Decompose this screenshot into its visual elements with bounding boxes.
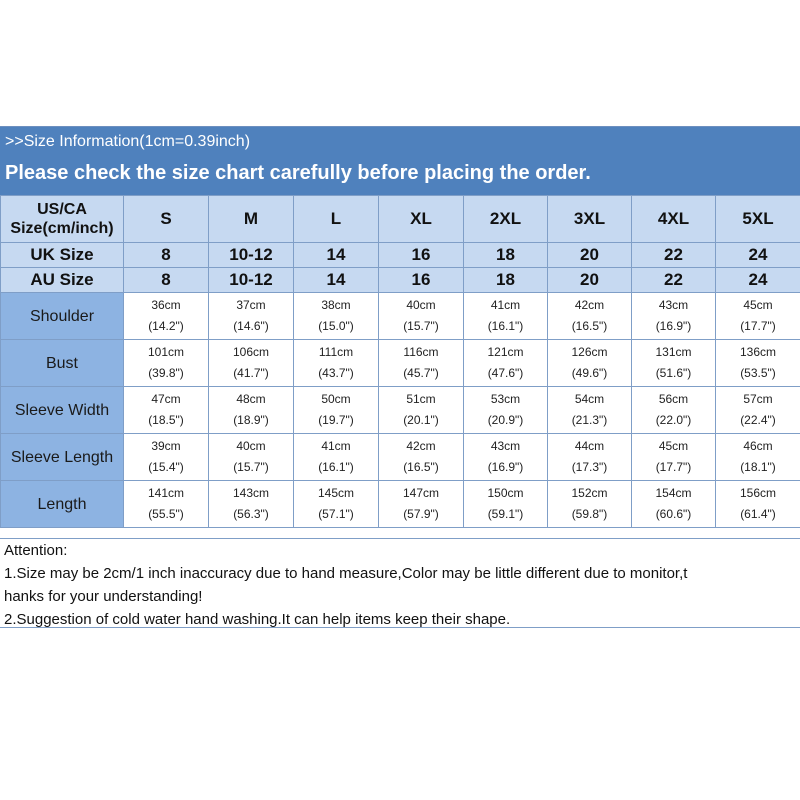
sleeve-length-label: Sleeve Length bbox=[1, 434, 124, 481]
measurement-cell: 126cm (49.6") bbox=[548, 340, 632, 387]
measurement-cell: 48cm (18.9") bbox=[209, 387, 294, 434]
attention-note-1: 1.Size may be 2cm/1 inch inaccuracy due to hand measure,Color may be little different due to monitor,t bbox=[4, 565, 688, 582]
measurement-cell: 53cm (20.9") bbox=[464, 387, 548, 434]
uk-size-cell: 8 bbox=[124, 243, 209, 268]
measurement-cell: 131cm (51.6") bbox=[632, 340, 716, 387]
bust-row bbox=[1, 340, 800, 387]
measurement-cell: 37cm (14.6") bbox=[209, 293, 294, 340]
us-size-row bbox=[1, 196, 800, 243]
sleeve-length-row bbox=[1, 434, 800, 481]
size-check-notice: Please check the size chart carefully before placing the order. bbox=[5, 162, 591, 184]
size-info-title: >>Size Information(1cm=0.39inch) bbox=[5, 133, 251, 150]
uk-size-row bbox=[1, 243, 800, 268]
measurement-cell: 143cm (56.3") bbox=[209, 481, 294, 528]
size-header-cell: 4XL bbox=[632, 196, 716, 243]
measurement-cell: 45cm (17.7") bbox=[632, 434, 716, 481]
uk-size-cell: 18 bbox=[464, 243, 548, 268]
uk-size-cell: 16 bbox=[379, 243, 464, 268]
measurement-cell: 50cm (19.7") bbox=[294, 387, 379, 434]
measurement-cell: 40cm (15.7") bbox=[379, 293, 464, 340]
au-size-row bbox=[1, 268, 800, 293]
au-size-cell: 14 bbox=[294, 268, 379, 293]
uk-size-cell: 14 bbox=[294, 243, 379, 268]
measurement-cell: 41cm (16.1") bbox=[294, 434, 379, 481]
measurement-cell: 116cm (45.7") bbox=[379, 340, 464, 387]
measurement-cell: 111cm (43.7") bbox=[294, 340, 379, 387]
measurement-cell: 145cm (57.1") bbox=[294, 481, 379, 528]
attention-title: Attention: bbox=[4, 542, 68, 559]
measurement-cell: 39cm (15.4") bbox=[124, 434, 209, 481]
au-size-cell: 18 bbox=[464, 268, 548, 293]
measurement-cell: 54cm (21.3") bbox=[548, 387, 632, 434]
measurement-cell: 38cm (15.0") bbox=[294, 293, 379, 340]
shoulder-label: Shoulder bbox=[1, 293, 124, 340]
attention-note-1-continued: hanks for your understanding! bbox=[4, 588, 203, 605]
measurement-cell: 40cm (15.7") bbox=[209, 434, 294, 481]
measurement-cell: 141cm (55.5") bbox=[124, 481, 209, 528]
measurement-cell: 56cm (22.0") bbox=[632, 387, 716, 434]
measurement-cell: 106cm (41.7") bbox=[209, 340, 294, 387]
size-header-cell: 3XL bbox=[548, 196, 632, 243]
measurement-cell: 43cm (16.9") bbox=[464, 434, 548, 481]
uk-size-cell: 24 bbox=[716, 243, 800, 268]
attention-note-2: 2.Suggestion of cold water hand washing.It can help items keep their shape. bbox=[4, 611, 511, 628]
measurement-cell: 57cm (22.4") bbox=[716, 387, 800, 434]
measurement-cell: 36cm (14.2") bbox=[124, 293, 209, 340]
measurement-cell: 43cm (16.9") bbox=[632, 293, 716, 340]
measurement-cell: 136cm (53.5") bbox=[716, 340, 800, 387]
us-size-label: US/CA Size(cm/inch) bbox=[1, 196, 124, 243]
measurement-cell: 46cm (18.1") bbox=[716, 434, 800, 481]
au-size-cell: 20 bbox=[548, 268, 632, 293]
bust-label: Bust bbox=[1, 340, 124, 387]
sleeve-width-label: Sleeve Width bbox=[1, 387, 124, 434]
measurement-cell: 44cm (17.3") bbox=[548, 434, 632, 481]
size-header-cell: 2XL bbox=[464, 196, 548, 243]
measurement-cell: 156cm (61.4") bbox=[716, 481, 800, 528]
au-size-cell: 10-12 bbox=[209, 268, 294, 293]
size-table bbox=[0, 195, 800, 528]
measurement-cell: 45cm (17.7") bbox=[716, 293, 800, 340]
au-size-cell: 16 bbox=[379, 268, 464, 293]
au-size-cell: 24 bbox=[716, 268, 800, 293]
uk-size-cell: 10-12 bbox=[209, 243, 294, 268]
measurement-cell: 41cm (16.1") bbox=[464, 293, 548, 340]
measurement-cell: 152cm (59.8") bbox=[548, 481, 632, 528]
size-header-cell: L bbox=[294, 196, 379, 243]
size-header-cell: XL bbox=[379, 196, 464, 243]
shoulder-row bbox=[1, 293, 800, 340]
measurement-cell: 42cm (16.5") bbox=[379, 434, 464, 481]
measurement-cell: 47cm (18.5") bbox=[124, 387, 209, 434]
size-header-cell: S bbox=[124, 196, 209, 243]
au-size-label: AU Size bbox=[1, 268, 124, 293]
measurement-cell: 150cm (59.1") bbox=[464, 481, 548, 528]
sleeve-width-row bbox=[1, 387, 800, 434]
measurement-cell: 42cm (16.5") bbox=[548, 293, 632, 340]
size-header-cell: M bbox=[209, 196, 294, 243]
measurement-cell: 121cm (47.6") bbox=[464, 340, 548, 387]
uk-size-cell: 22 bbox=[632, 243, 716, 268]
uk-size-label: UK Size bbox=[1, 243, 124, 268]
uk-size-cell: 20 bbox=[548, 243, 632, 268]
au-size-cell: 22 bbox=[632, 268, 716, 293]
size-info-header bbox=[0, 126, 800, 196]
length-row bbox=[1, 481, 800, 528]
measurement-cell: 154cm (60.6") bbox=[632, 481, 716, 528]
measurement-cell: 51cm (20.1") bbox=[379, 387, 464, 434]
measurement-cell: 147cm (57.9") bbox=[379, 481, 464, 528]
attention-notes bbox=[0, 538, 800, 628]
measurement-cell: 101cm (39.8") bbox=[124, 340, 209, 387]
size-header-cell: 5XL bbox=[716, 196, 800, 243]
au-size-cell: 8 bbox=[124, 268, 209, 293]
length-label: Length bbox=[1, 481, 124, 528]
